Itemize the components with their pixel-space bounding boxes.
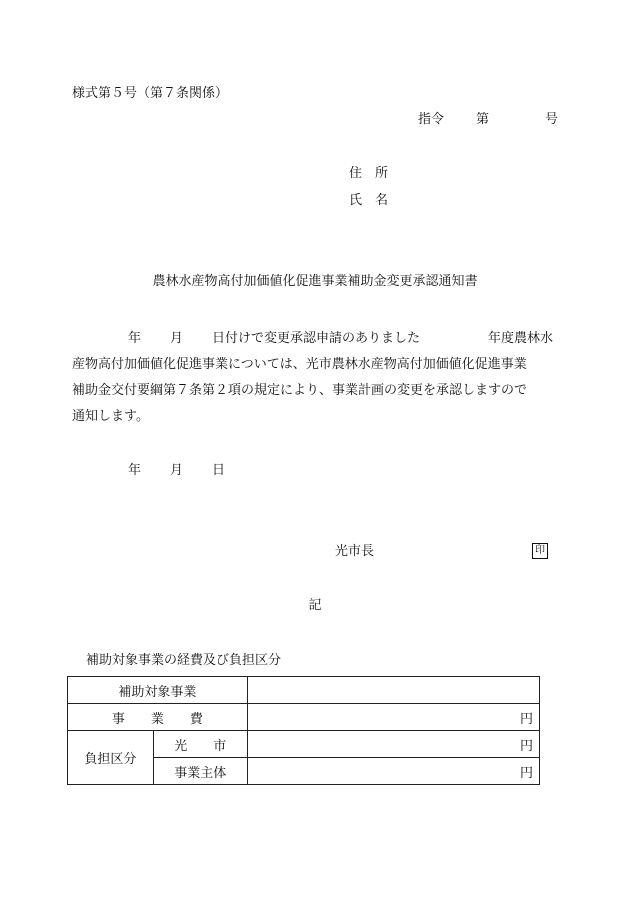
body-fiscal-year-text: 年度農林水: [488, 331, 554, 346]
date-year: 年: [128, 463, 142, 478]
name-label: 氏 名: [349, 193, 389, 208]
ki-heading: 記: [308, 598, 322, 613]
mayor-label: 光市長: [335, 544, 375, 559]
cost-table: [67, 676, 540, 785]
table-row: [68, 731, 540, 758]
cell-city-label: 光 市: [153, 731, 247, 758]
body-line-3: 補助金交付要綱第７条第２項の規定により、事業計画の変更を承認しますので: [72, 383, 528, 398]
cell-burden-label: 負担区分: [68, 731, 154, 785]
cell-project-label: 補助対象事業: [68, 677, 248, 704]
form-number: 様式第５号（第７条関係）: [72, 86, 229, 101]
order-dai: 第: [476, 112, 490, 127]
seal-mark: 印: [532, 543, 548, 559]
cell-cost-label: 事 業 費: [68, 704, 248, 731]
body-line-1: [72, 326, 558, 352]
cell-cost-yen: 円: [247, 704, 539, 731]
table-row: [68, 704, 540, 731]
body-line-4: 通知します。: [72, 409, 149, 424]
date-day: 日: [212, 463, 226, 478]
body-paragraph: [72, 326, 558, 430]
table-row: [68, 677, 540, 704]
cell-project-value: [247, 677, 539, 704]
date-line: [128, 463, 226, 479]
order-prefix: 指令: [418, 112, 445, 127]
body-year: 年: [128, 331, 142, 346]
cell-entity-label: 事業主体: [153, 758, 247, 785]
document-title: 農林水産物高付加価値化促進事業補助金変更承認通知書: [152, 274, 478, 289]
date-month: 月: [170, 463, 184, 478]
cell-entity-yen: 円: [247, 758, 539, 785]
cell-city-yen: 円: [247, 731, 539, 758]
order-go: 号: [545, 112, 559, 127]
table-caption: 補助対象事業の経費及び負担区分: [86, 653, 282, 668]
body-day-text: 日付けで変更承認申請のありました: [212, 331, 421, 346]
address-label: 住 所: [349, 166, 389, 181]
body-month: 月: [170, 331, 184, 346]
body-line-2: 産物高付加価値化促進事業については、光市農林水産物高付加価値化促進事業: [72, 357, 527, 372]
